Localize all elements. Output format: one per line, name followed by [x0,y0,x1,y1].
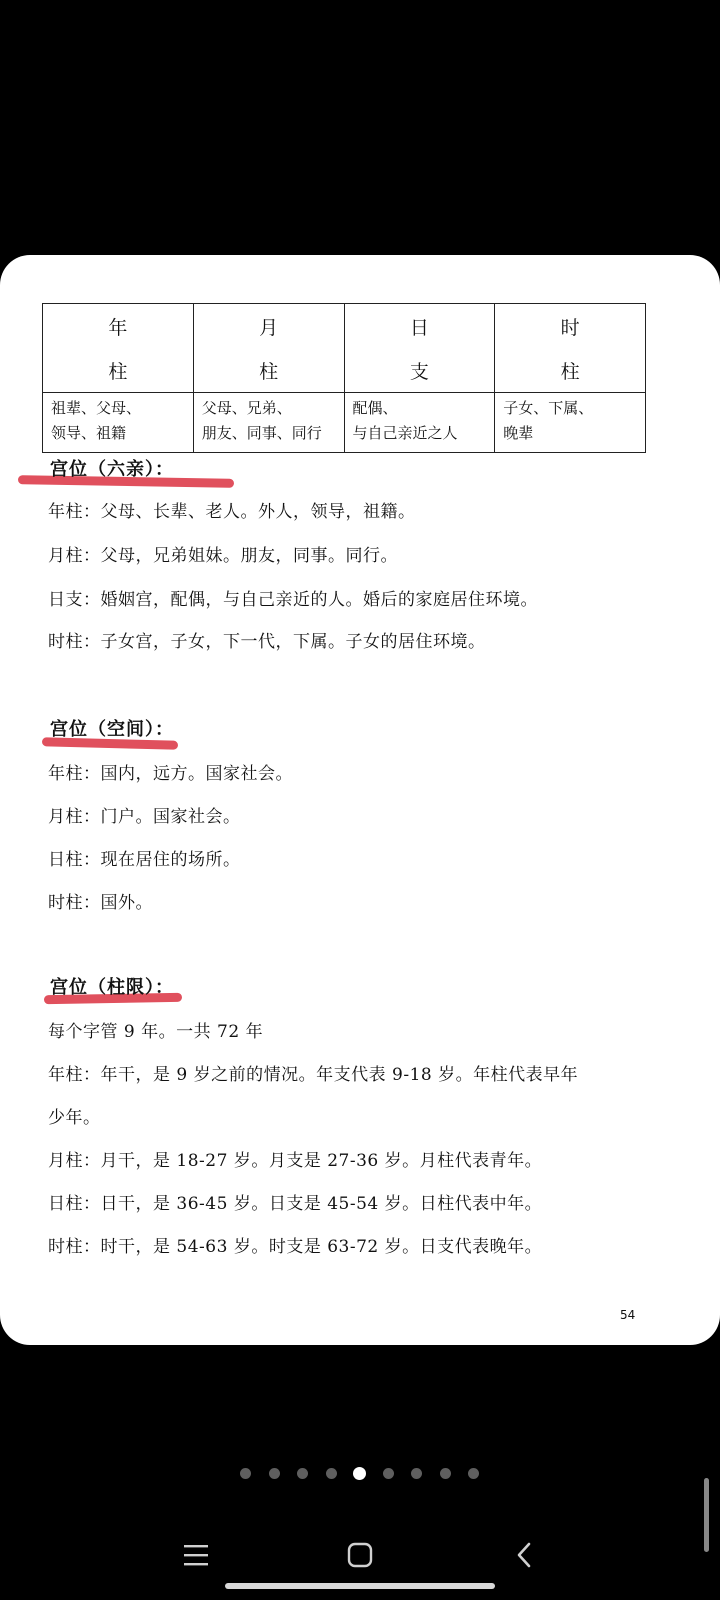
text-line: 时柱：子女宫，子女，下一代，下属。子女的居住环境。 [48,632,486,652]
section-heading-six-relatives: 宫位（六亲）： [50,459,174,480]
text-line: 月柱：门户。国家社会。 [48,807,241,827]
cell-month-pillar: 父母、兄弟、 朋友、同事、同行 [193,393,344,453]
text-line: 时柱：时干，是 54-63 岁。时支是 63-72 岁。日支代表晚年。 [48,1237,543,1257]
section-heading-space: 宫位（空间）： [50,719,174,740]
pager-dot[interactable] [468,1468,479,1479]
table-row [43,393,646,453]
pager-dot[interactable] [326,1468,337,1479]
cell-day-branch: 配偶、 与自己亲近之人 [344,393,495,453]
header-month-pillar: 月 柱 [193,304,344,393]
text-line: 时柱：国外。 [48,893,153,913]
pager-dot[interactable] [383,1468,394,1479]
text-line: 年柱：国内，远方。国家社会。 [48,764,293,784]
text-line: 每个字管 9 年。一共 72 年 [48,1022,264,1042]
table-header-row [43,304,646,393]
back-icon[interactable] [505,1535,545,1575]
text-line: 日支：婚姻宫，配偶，与自己亲近的人。婚后的家庭居住环境。 [48,590,538,610]
page-indicator[interactable] [0,1468,720,1482]
pillar-table [42,303,646,453]
header-year-pillar: 年 柱 [43,304,194,393]
text-line: 月柱：父母，兄弟姐妹。朋友，同事。同行。 [48,546,398,566]
pager-dot-active[interactable] [353,1467,366,1480]
cell-hour-pillar: 子女、下属、 晚辈 [495,393,646,453]
home-icon[interactable] [340,1535,380,1575]
pager-dot[interactable] [297,1468,308,1479]
document-page [0,255,720,1345]
recent-apps-icon[interactable] [176,1535,216,1575]
cell-year-pillar: 祖辈、父母、 领导、祖籍 [43,393,194,453]
text-line: 月柱：月干，是 18-27 岁。月支是 27-36 岁。月柱代表青年。 [48,1151,543,1171]
pager-dot[interactable] [269,1468,280,1479]
scrollbar[interactable] [704,1478,709,1552]
text-line: 年柱：年干，是 9 岁之前的情况。年支代表 9-18 岁。年柱代表早年 [48,1065,579,1085]
page-number: 54 [620,1308,636,1322]
text-line: 日柱：现在居住的场所。 [48,850,241,870]
pager-dot[interactable] [411,1468,422,1479]
gesture-bar[interactable] [225,1583,495,1589]
text-line: 日柱：日干，是 36-45 岁。日支是 45-54 岁。日柱代表中年。 [48,1194,543,1214]
header-hour-pillar: 时 柱 [495,304,646,393]
pager-dot[interactable] [240,1468,251,1479]
pager-dot[interactable] [440,1468,451,1479]
header-day-branch: 日 支 [344,304,495,393]
section-heading-pillar-limits: 宫位（柱限）： [50,977,174,998]
text-line: 年柱：父母、长辈、老人。外人，领导，祖籍。 [48,502,416,522]
text-line: 少年。 [48,1108,101,1128]
